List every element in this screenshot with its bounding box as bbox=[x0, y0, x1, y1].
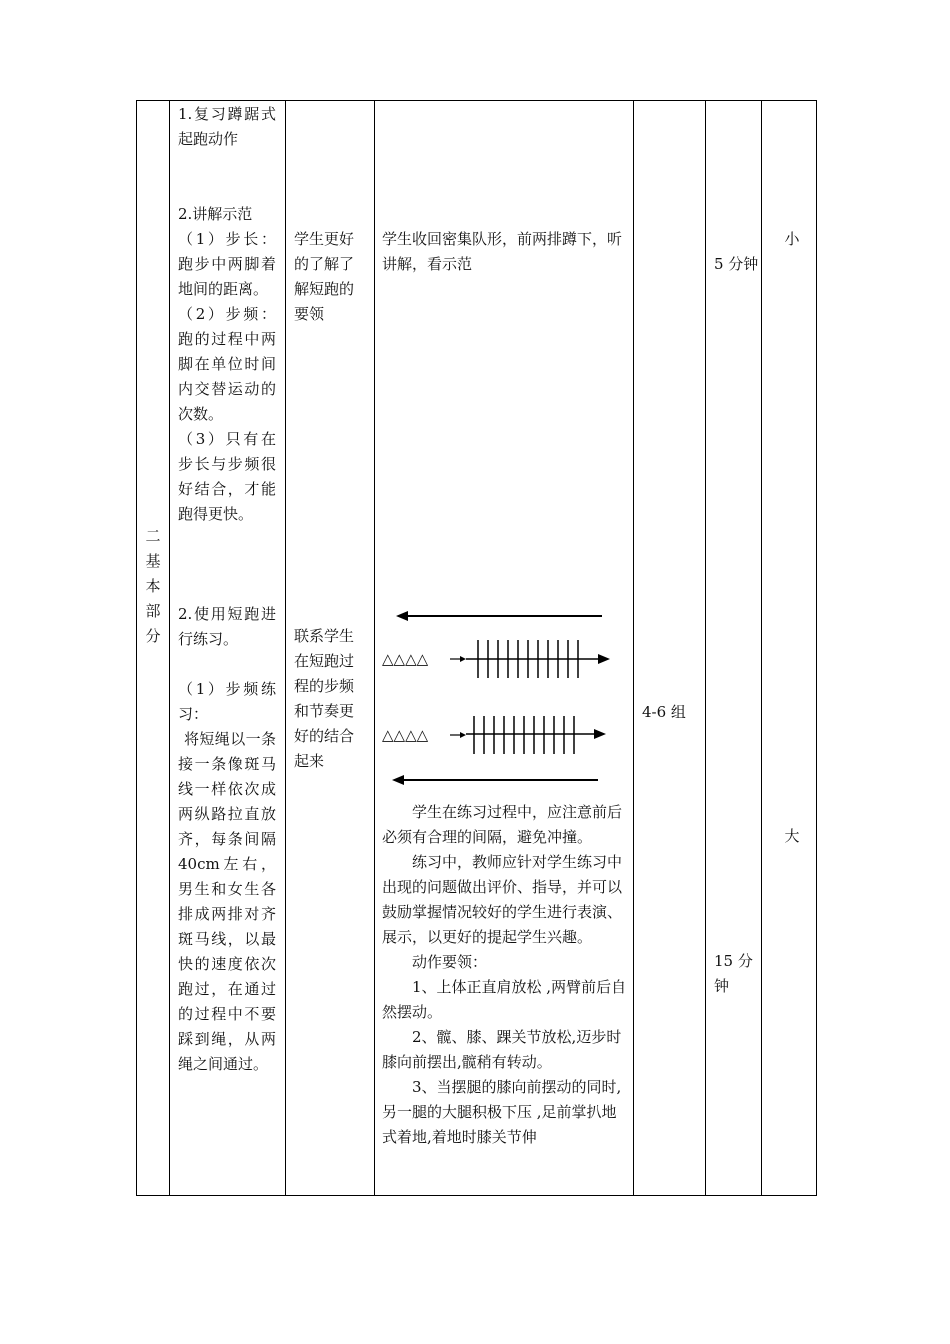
table-top-border bbox=[136, 100, 817, 101]
formation-diagram bbox=[382, 600, 628, 786]
goal-1 bbox=[294, 227, 366, 327]
section-label bbox=[142, 524, 164, 649]
content-stride-frequency: （2）步频：跑的过程中两脚在单位时间内交替运动的次数。 bbox=[178, 305, 276, 423]
key-point-1: 1、上体正直肩放松 ,两臂前后自然摆动。 bbox=[382, 978, 627, 1021]
section-char: 部 bbox=[145, 602, 161, 620]
runner-row-2: △△△△ bbox=[382, 726, 429, 744]
intensity-high: 大 bbox=[784, 827, 800, 845]
content-item-review: 1.复习蹲踞式起跑动作 bbox=[178, 105, 276, 148]
time-15-min: 15 分钟 bbox=[714, 952, 753, 995]
rope-ladder-2 bbox=[474, 716, 574, 754]
goal-2-text: 联系学生在短跑过程的步频和节奏更好的结合起来 bbox=[294, 627, 355, 770]
content-frequency-practice: （1）步频练习： bbox=[178, 680, 276, 723]
column-border bbox=[285, 100, 286, 1196]
table-bottom-border bbox=[136, 1195, 817, 1196]
content-item-practice: 2.使用短跑进行练习。 bbox=[178, 605, 276, 648]
column-border bbox=[169, 100, 170, 1196]
column-border bbox=[705, 100, 706, 1196]
column-border bbox=[633, 100, 634, 1196]
content-combine: （3）只有在步长与步频很好结合，才能跑得更快。 bbox=[178, 430, 276, 523]
organization-notes bbox=[382, 800, 628, 1150]
goal-1-text: 学生更好的了解了解短跑的要领 bbox=[294, 230, 355, 323]
content-column bbox=[178, 102, 276, 1077]
goal-2 bbox=[294, 624, 366, 774]
column-border bbox=[374, 100, 375, 1196]
runner-row-1: △△△△ bbox=[382, 650, 429, 668]
intensity-low: 小 bbox=[784, 230, 800, 248]
key-point-3: 3、当摆腿的膝向前摆动的同时,另一腿的大腿积极下压 ,足前掌扒地式着地,着地时膝关节伸 bbox=[382, 1078, 622, 1146]
column-border bbox=[136, 100, 137, 1196]
key-points-title: 动作要领： bbox=[412, 953, 488, 971]
group-count: 4-6 组 bbox=[642, 703, 686, 721]
note-teacher: 练习中，教师应针对学生练习中出现的问题做出评价、指导，并可以鼓励掌握情况较好的学生进行表演、展示，以更好的提起学生兴趣。 bbox=[382, 853, 623, 946]
content-stride-length: （1）步长：跑步中两脚着地间的距离。 bbox=[178, 230, 276, 298]
time-5-min: 5 分钟 bbox=[714, 255, 759, 273]
content-frequency-description: 将短绳以一条接一条像斑马线一样依次成两纵路拉直放齐，每条间隔40cm左右，男生和女生各排成两排对齐斑马线，以最快的速度依次跑过，在通过的过程中不要踩到绳，从两绳之间通过。 bbox=[178, 730, 276, 1073]
organization-intro-text: 学生收回密集队形，前两排蹲下，听讲解，看示范 bbox=[382, 230, 623, 273]
section-char: 二 bbox=[145, 527, 161, 545]
organization-intro bbox=[382, 227, 628, 277]
arrowhead-left bbox=[392, 775, 404, 785]
arrowhead-left bbox=[396, 611, 408, 621]
section-char: 本 bbox=[145, 577, 161, 595]
content-item-demo: 2.讲解示范 bbox=[178, 205, 253, 223]
note-interval: 学生在练习过程中，应注意前后必须有合理的间隔，避免冲撞。 bbox=[382, 803, 623, 846]
lesson-plan-table bbox=[136, 100, 817, 1196]
section-char: 基 bbox=[145, 552, 161, 570]
column-border bbox=[816, 100, 817, 1196]
section-char: 分 bbox=[145, 627, 161, 645]
key-point-2: 2、髋、膝、踝关节放松,迈步时膝向前摆出,髋稍有转动。 bbox=[382, 1028, 622, 1071]
